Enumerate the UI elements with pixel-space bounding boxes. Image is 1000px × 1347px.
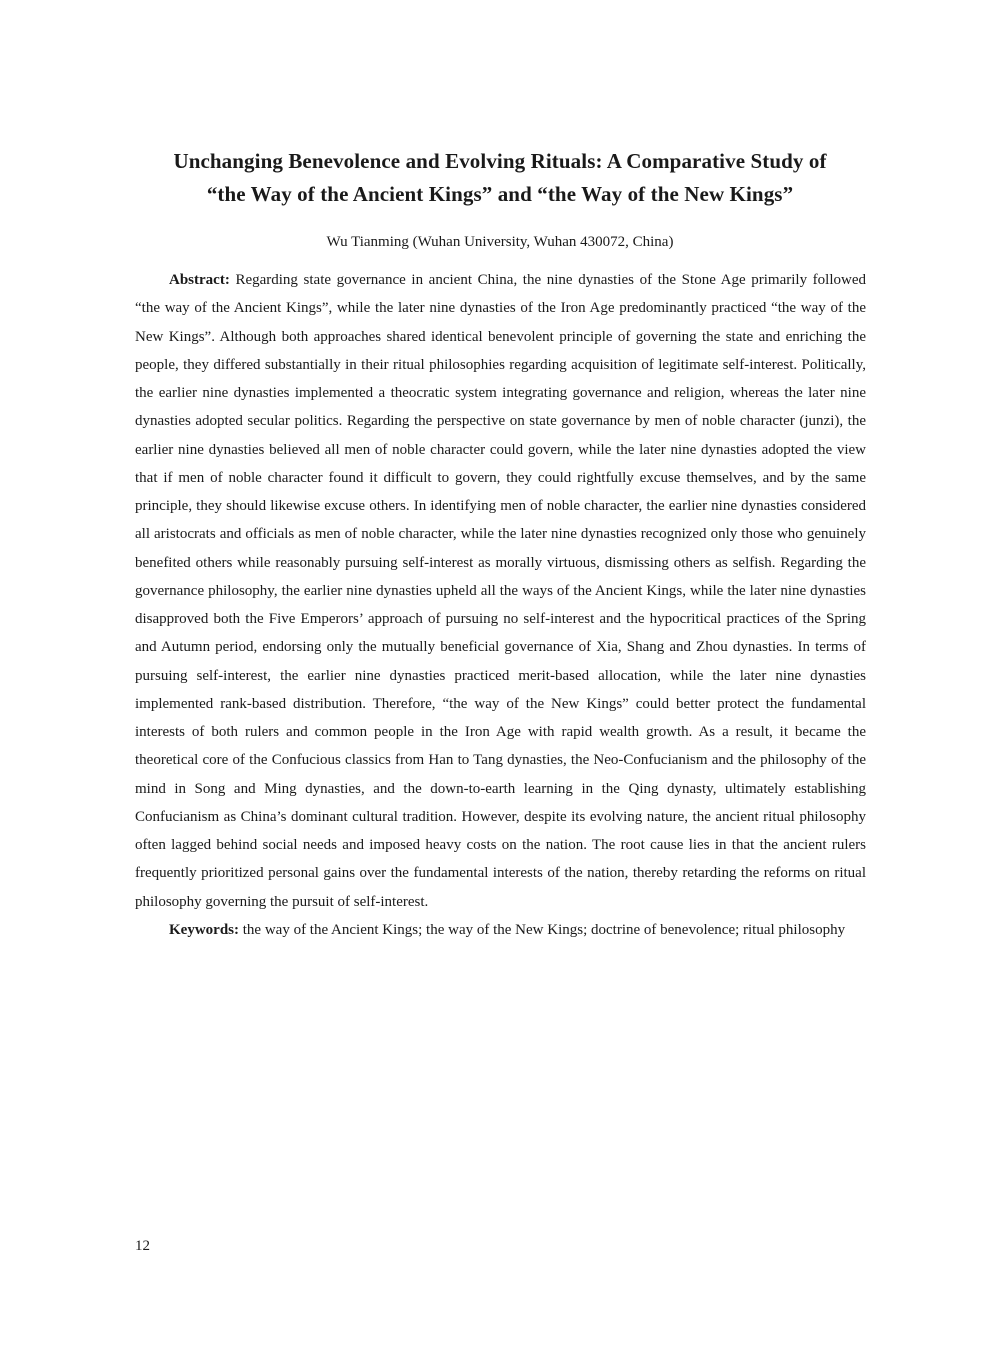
keywords-text: the way of the Ancient Kings; the way of the New Kings; doctrine of benevolence; ritual philosophy (242, 921, 846, 938)
author-affiliation: Wu Tianming (Wuhan University, Wuhan 430072, China) (326, 234, 674, 250)
keywords-paragraph (135, 916, 866, 944)
paper-title-line-1: Unchanging Benevolence and Evolving Rituals: A Comparative Study of (173, 149, 827, 173)
abstract-label: Abstract: (169, 272, 230, 288)
keywords-label: Keywords: (169, 921, 239, 938)
abstract-text: Regarding state governance in ancient China, the nine dynasties of the Stone Age primarily followed “the way of the Ancient Kings”, while the later nine dynasties of the Iron Age predominantly practiced “the way of the New Kings”. Although both approaches shared identical benevolent principle of governing the state and enriching the people, they differed substantially in their ritual philosophies regarding acquisition of legitimate self-interest. Politically, the earlier nine dynasties implemented a theocratic system integrating governance and religion, whereas the later nine dynasties adopted secular politics. Regarding the perspective on state governance by men of noble character (junzi), the earlier nine dynasties believed all men of noble character could govern, while the later nine dynasties adopted the view that if men of noble character found it difficult to govern, they could rightfully excuse themselves, and by the same principle, they should likewise excuse others. In identifying men of noble character, the earlier nine dynasties considered all aristocrats and officials as men of noble character, while the later nine dynasties recognized only those who genuinely benefited others while reasonably pursuing self-interest as morally virtuous, dismissing others as selfish. Regarding the governance philosophy, the earlier nine dynasties upheld all the ways of the Ancient Kings, while the later nine dynasties disapproved both the Five Emperors’ approach of pursuing no self-interest and the hypocritical practices of the Spring and Autumn period, endorsing only the mutually beneficial governance of Xia, Shang and Zhou dynasties. In terms of pursuing self-interest, the earlier nine dynasties practiced merit-based allocation, while the later nine dynasties implemented rank-based distribution. Therefore, “the way of the New Kings” could better protect the fundamental interests of both rulers and common people in the Iron Age with rapid wealth growth. As a result, it became the theoretical core of the Confucious classics from Han to Tang dynasties, the Neo-Confucianism and the philosophy of the mind in Song and Ming dynasties, and the down-to-earth learning in the Qing dynasty, ultimately establishing Confucianism as China’s dominant cultural tradition. However, despite its evolving nature, the ancient ritual philosophy often lagged behind social needs and imposed heavy costs on the nation. The root cause lies in that the ancient rulers frequently prioritized personal gains over the fundamental interests of the nation, thereby retarding the reforms on ritual philosophy governing the pursuit of self-interest. (135, 272, 867, 910)
page-number: 12 (135, 1238, 150, 1254)
abstract-section (135, 266, 866, 944)
paper-title (100, 145, 900, 211)
abstract-paragraph (135, 266, 866, 916)
paper-title-line-2: “the Way of the Ancient Kings” and “the Way of the New Kings” (206, 182, 794, 206)
